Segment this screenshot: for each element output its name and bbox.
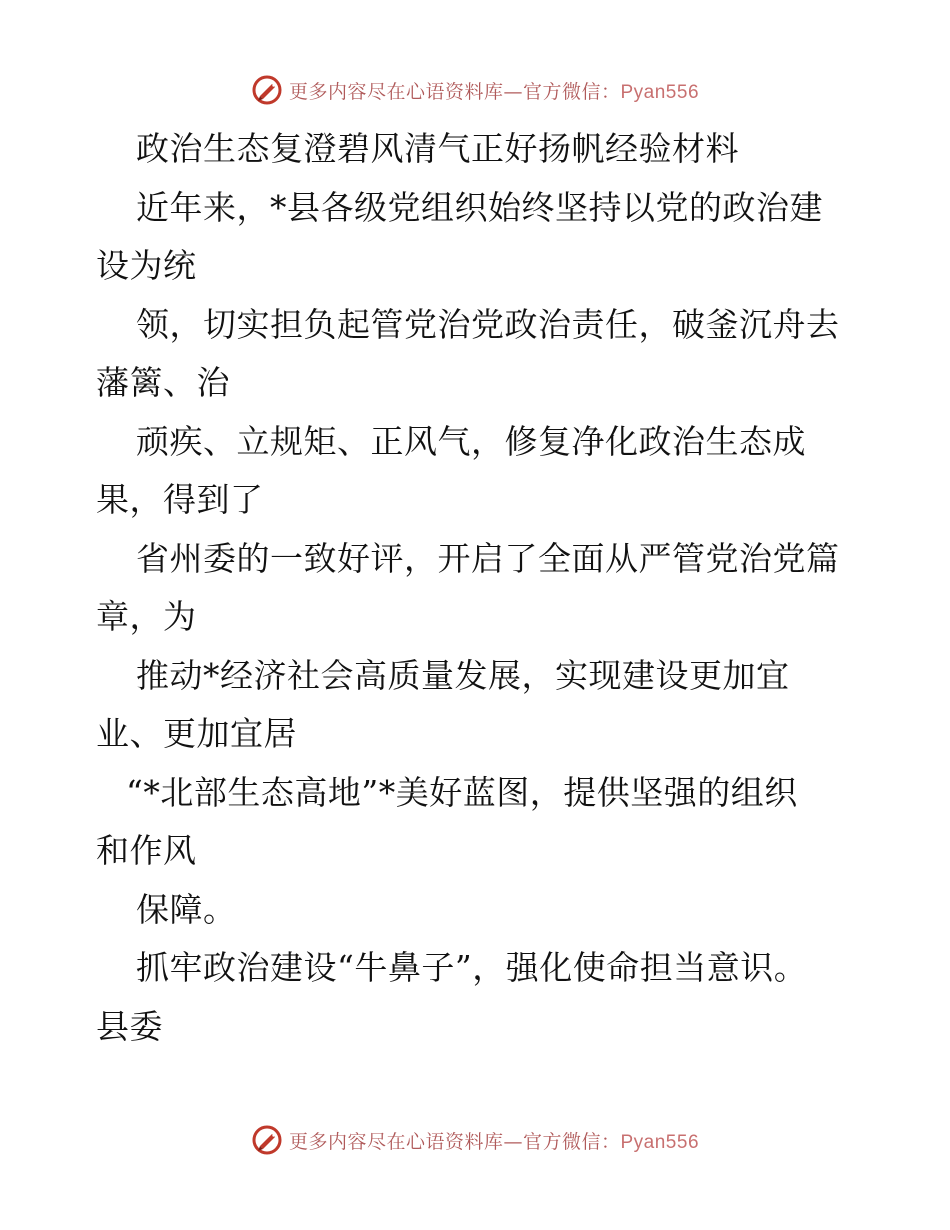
footer-banner-wechat-id: Pyan556	[620, 1131, 700, 1153]
paragraph-line: 章，为	[96, 597, 197, 636]
footer-banner-text	[289, 1127, 699, 1154]
pen-circle-logo-icon	[251, 1124, 283, 1156]
header-banner	[0, 70, 950, 110]
paragraph-line: 果，得到了	[96, 480, 264, 519]
header-banner-label: 更多内容尽在心语资料库—官方微信：	[288, 80, 621, 103]
paragraph-line: 省州委的一致好评，开启了全面从严管党治党篇	[136, 538, 840, 578]
paragraph-line: 领，切实担负起管党治党政治责任，破釜沉舟去	[136, 304, 840, 344]
paragraph-line: “*北部生态高地”*美好蓝图，提供坚强的组织	[126, 772, 798, 812]
paragraph-line: 设为统	[96, 246, 197, 285]
paragraph-line: 顽疾、立规矩、正风气，修复净化政治生态成	[136, 421, 806, 461]
header-banner-wechat-id: Pyan556	[620, 81, 700, 103]
paragraph-line: 抓牢政治建设“牛鼻子”，强化使命担当意识。	[136, 948, 808, 987]
header-banner-text	[289, 77, 699, 104]
paragraph-line: 和作风	[96, 831, 197, 870]
paragraph-line: 保障。	[136, 889, 237, 929]
footer-banner	[0, 1120, 950, 1160]
paragraph-line: 藩篱、治	[96, 363, 230, 402]
footer-banner-label: 更多内容尽在心语资料库—官方微信：	[288, 1130, 621, 1153]
document-body	[96, 120, 866, 1056]
paragraph-line: 推动*经济社会高质量发展，实现建设更加宜	[136, 655, 790, 695]
document-title: 政治生态复澄碧风清气正好扬帆经验材料	[136, 129, 739, 168]
paragraph-line: 业、更加宜居	[96, 714, 297, 753]
pen-circle-logo-icon	[251, 74, 283, 106]
paragraph-line: 近年来，*县各级党组织始终坚持以党的政治建	[136, 187, 823, 227]
paragraph-line: 县委	[96, 1006, 163, 1046]
